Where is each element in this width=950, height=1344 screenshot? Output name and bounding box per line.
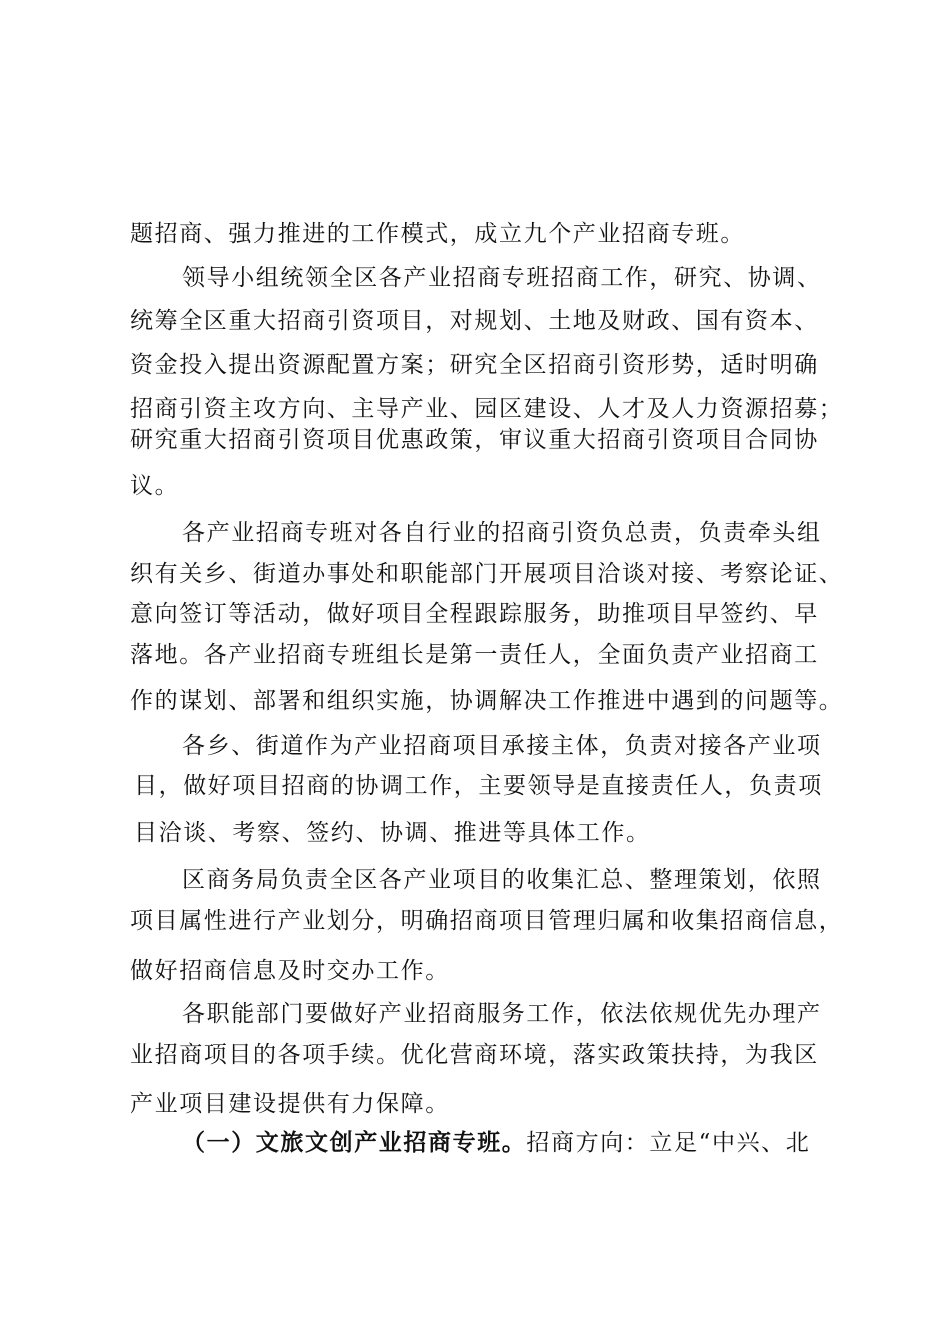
text-line: 意向签订等活动，做好项目全程跟踪服务，助推项目早签约、早 — [130, 601, 819, 627]
text-line: 资金投入提出资源配置方案；研究全区招商引资形势，适时明确 — [130, 352, 819, 378]
section-heading — [182, 1128, 950, 1158]
text-line: 项目属性进行产业划分，明确招商项目管理归属和收集招商信息， — [130, 908, 844, 934]
text-line: 织有关乡、街道办事处和职能部门开展项目洽谈对接、考察论证、 — [130, 561, 844, 587]
text-line: 议。 — [130, 473, 180, 499]
text-line: 统筹全区重大招商引资项目，对规划、土地及财政、国有资本、 — [130, 308, 819, 334]
text-line: 研究重大招商引资项目优惠政策，审议重大招商引资项目合同协 — [130, 427, 819, 453]
text-line: 目洽谈、考察、签约、协调、推进等具体工作。 — [134, 820, 651, 846]
paragraph-first-line: 各职能部门要做好产业招商服务工作，依法依规优先办理产 — [182, 1001, 822, 1027]
text-line: 业招商项目的各项手续。优化营商环境，落实政策扶持，为我区 — [130, 1042, 819, 1068]
text-line: 做好招商信息及时交办工作。 — [130, 958, 450, 984]
section-heading-text: 招商方向：立足“中兴、北 — [526, 1130, 811, 1156]
text-line: 目，做好项目招商的协调工作，主要领导是直接责任人，负责项 — [134, 773, 823, 799]
paragraph-first-line: 区商务局负责全区各产业项目的收集汇总、整理策划，依照 — [182, 867, 822, 893]
text-line: 产业项目建设提供有力保障。 — [130, 1091, 450, 1117]
text-line: 落地。各产业招商专班组长是第一责任人，全面负责产业招商工 — [130, 642, 819, 668]
text-line: 招商引资主攻方向、主导产业、园区建设、人才及人力资源招募； — [130, 396, 844, 422]
paragraph-first-line: 各乡、街道作为产业招商项目承接主体，负责对接各产业项 — [182, 733, 822, 759]
section-heading-title: （一）文旅文创产业招商专班。 — [182, 1129, 527, 1156]
paragraph-first-line: 领导小组统领全区各产业招商专班招商工作，研究、协调、 — [182, 265, 822, 291]
paragraph-first-line: 各产业招商专班对各自行业的招商引资负总责，负责牵头组 — [182, 520, 822, 546]
text-line: 作的谋划、部署和组织实施，协调解决工作推进中遇到的问题等。 — [130, 688, 844, 714]
text-line: 题招商、强力推进的工作模式，成立九个产业招商专班。 — [130, 221, 745, 247]
